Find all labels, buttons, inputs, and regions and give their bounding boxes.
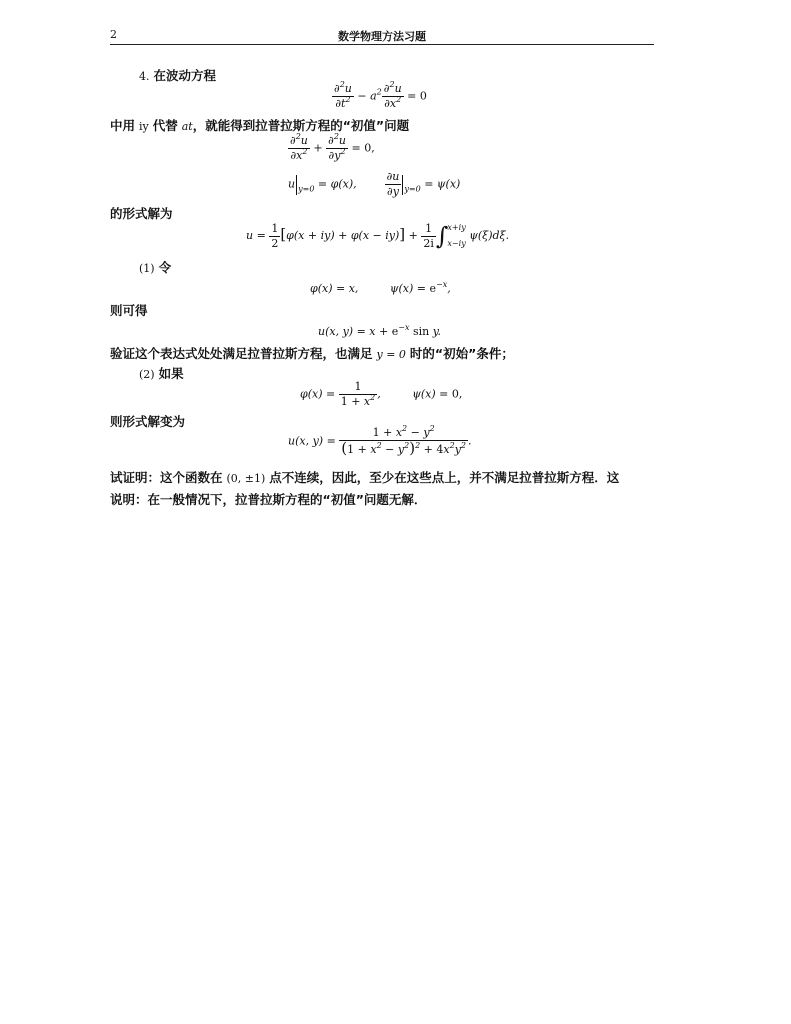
problem-number: 4. bbox=[139, 70, 150, 83]
text-segment: 中用 bbox=[110, 118, 136, 133]
case-number: (1) bbox=[139, 262, 155, 275]
text-segment: 试证明：这个函数在 bbox=[110, 470, 223, 485]
verify-sentence bbox=[110, 346, 514, 363]
prove-sentence bbox=[110, 470, 619, 487]
math-points: (0, ±1) bbox=[226, 472, 266, 485]
case-1-equations: φ(x) = x, $\psi(x) = e^{-x}$, bbox=[310, 280, 451, 295]
text-segment: 时的“初始”条件； bbox=[409, 346, 514, 361]
math-y-zero: y = 0 bbox=[376, 348, 406, 361]
header-rule bbox=[110, 44, 654, 45]
formal-solution-label bbox=[110, 206, 173, 222]
text-segment: 代替 bbox=[152, 118, 178, 133]
math-iy: iy bbox=[139, 120, 149, 133]
intro-text: 在波动方程 bbox=[153, 68, 216, 83]
initial-conditions: u $_{y=0}$ = φ(x), $\frac{\partial u}{\partial y}$ $_{y=0}$ = ψ(x) bbox=[288, 170, 461, 198]
text-segment: 点不连续，因此，至少在这些点上，并不满足拉普拉斯方程．这 bbox=[269, 470, 620, 485]
running-header bbox=[110, 28, 654, 44]
math-at: at bbox=[181, 120, 193, 133]
case-2-equations: φ(x) = $\frac{1}{1 + x^2}$ , ψ(x) = 0, bbox=[300, 380, 463, 408]
text-segment: 则形式解变为 bbox=[110, 414, 186, 429]
text-segment: 说明：在一般情况下，拉普拉斯方程的“初值”问题无解． bbox=[110, 492, 427, 507]
result-2-label bbox=[110, 414, 185, 430]
laplace-equation: $\frac{\partial^2u}{\partial x^2}$ + $\frac{\partial^2u}{\partial y^2}$ = 0, bbox=[290, 132, 375, 162]
text-segment: 令 bbox=[158, 260, 172, 275]
problem-4-intro bbox=[139, 68, 216, 85]
text-segment: ，就能得到拉普拉斯方程的“初值”问题 bbox=[192, 118, 410, 133]
text-segment: 则可得 bbox=[110, 303, 148, 318]
case-1-label bbox=[139, 260, 171, 277]
result-2-equation: u(x, y) = $\frac{1 + x^2 - y^2}{(1 + x^2 - y^2)^2 + 4x^2y^2}$ . bbox=[288, 424, 472, 457]
substitution-sentence bbox=[110, 118, 409, 135]
case-number: (2) bbox=[139, 368, 155, 381]
formal-solution: u = $\frac{1}{2}$ [φ(x + iy) + φ(x − iy)] + $\frac{1}{2i}$ ∫ x+iy x−iy ψ(ξ)dξ. bbox=[246, 221, 510, 250]
header-title: 数学物理方法习题 bbox=[338, 30, 426, 43]
conclusion-sentence bbox=[110, 492, 426, 508]
page-number: 2 bbox=[110, 28, 117, 41]
result-1-label bbox=[110, 303, 148, 319]
text-segment: 的形式解为 bbox=[110, 206, 173, 221]
text-segment: 如果 bbox=[158, 366, 184, 381]
wave-equation: $\frac{\partial^2u}{\partial t^2}$ − $a^2$ $\frac{\partial^2u}{\partial x^2}$ = 0 bbox=[334, 80, 427, 110]
result-1-equation: u(x, $y) = x + e^{-x}$ sin y. bbox=[318, 323, 441, 338]
case-2-label bbox=[139, 366, 184, 383]
text-segment: 验证这个表达式处处满足拉普拉斯方程，也满足 bbox=[110, 346, 373, 361]
